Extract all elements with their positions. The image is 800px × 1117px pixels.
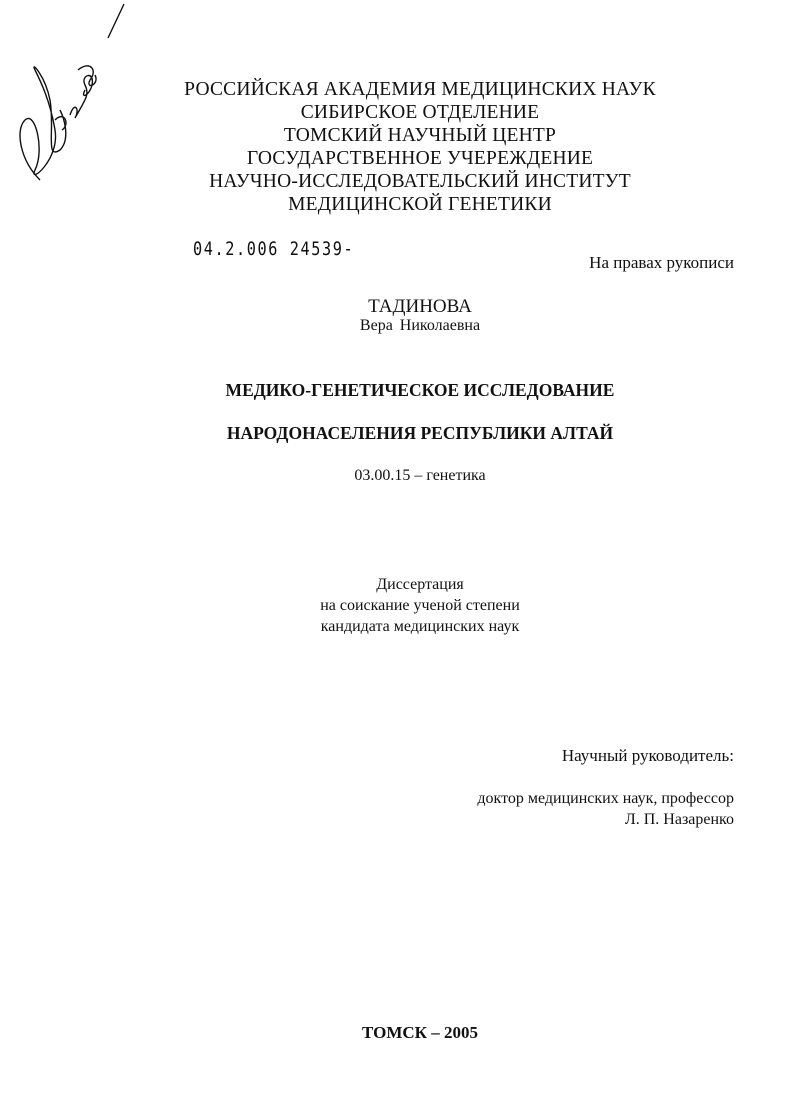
header-line: ТОМСКИЙ НАУЧНЫЙ ЦЕНТР <box>283 125 557 146</box>
header-line: МЕДИЦИНСКОЙ ГЕНЕТИКИ <box>288 194 552 215</box>
author-given-names: Вера Николаевна <box>359 317 481 334</box>
header-line: НАУЧНО-ИССЛЕДОВАТЕЛЬСКИЙ ИНСТИТУТ <box>209 171 631 192</box>
author-surname: ТАДИНОВА <box>368 296 472 317</box>
supervisor-name: Л. П. Назаренко <box>624 811 734 828</box>
supervisor-label: Научный руководитель: <box>561 746 734 765</box>
header-line: ГОСУДАРСТВЕННОЕ УЧЕРЕЖДЕНИЕ <box>246 148 594 169</box>
degree-block <box>0 574 800 637</box>
thesis-title-line: МЕДИКО-ГЕНЕТИЧЕСКОЕ ИССЛЕДОВАНИЕ <box>225 380 615 400</box>
registration-stamp: 04.2.006 24539- <box>193 238 355 260</box>
city-year: ТОМСК – 2005 <box>362 1023 478 1042</box>
specialty: 03.00.15 – генетика <box>354 467 486 484</box>
supervisor-title: доктор медицинских наук, профессор <box>477 790 734 807</box>
degree-line: на соискание ученой степени <box>320 597 520 614</box>
header-line: СИБИРСКОЕ ОТДЕЛЕНИЕ <box>300 102 540 123</box>
manuscript-note: На правах рукописи <box>589 253 734 272</box>
thesis-title-line: НАРОДОНАСЕЛЕНИЯ РЕСПУБЛИКИ АЛТАЙ <box>226 423 614 443</box>
degree-line: Диссертация <box>376 576 464 593</box>
header-line: РОССИЙСКАЯ АКАДЕМИЯ МЕДИЦИНСКИХ НАУК <box>184 79 656 100</box>
degree-line: кандидата медицинских наук <box>320 618 520 635</box>
